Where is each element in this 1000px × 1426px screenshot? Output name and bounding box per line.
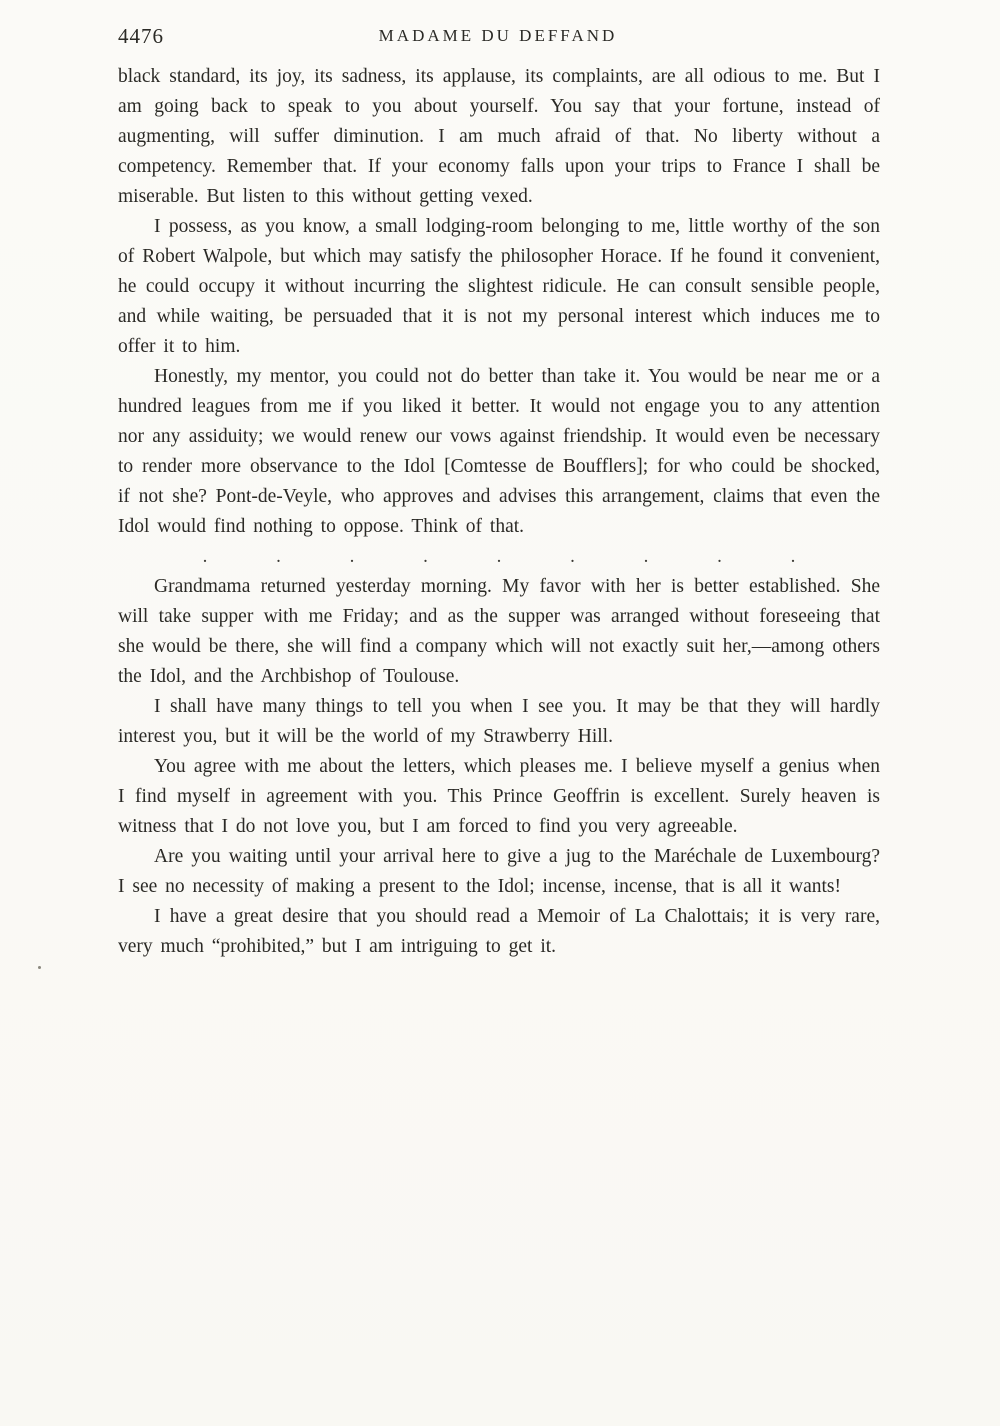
section-separator-dots: . . . . . . . . . (202, 546, 796, 567)
paragraph: Are you waiting until your arrival here to give a jug to the Maréchale de Luxembourg? I see no necessity of making a present to the Idol; incense, incense, that is all it wants! (118, 846, 880, 897)
paragraph: Grandmama returned yesterday morning. My favor with her is better established. She will take supper with me Friday; and as the supper was arranged without foreseeing that she would be there, she will find a company which will not exactly suit her,—among others the Idol, and the Archbishop of Toulouse. (118, 576, 880, 687)
scan-artifact-speck (38, 966, 41, 969)
paragraph: Honestly, my mentor, you could not do better than take it. You would be near me or a hundred leagues from me if you liked it better. It would not engage you to any attention nor any assiduity; we would renew our vows against friendship. It would even be necessary to render more observance to the Idol [Comtesse de Boufflers]; for who could be shocked, if not she? Pont-de-Veyle, who approves and advises this arrangement, claims that even the Idol would find nothing to oppose. Think of that. (118, 366, 880, 537)
paragraph: I shall have many things to tell you when I see you. It may be that they will hardly interest you, but it will be the world of my Strawberry Hill. (118, 696, 880, 747)
page-header (118, 22, 878, 52)
paragraph: I have a great desire that you should read a Memoir of La Chalottais; it is very rare, very much “prohibited,” but I am intriguing to get it. (118, 906, 880, 957)
letter-text-block (118, 62, 880, 962)
paragraph: You agree with me about the letters, which pleases me. I believe myself a genius when I find myself in agreement with you. This Prince Geoffrin is excellent. Surely heaven is witness that I do not love you, but I am forced to find you very agreeable. (118, 756, 880, 837)
page-number: 4476 (118, 24, 164, 48)
paragraph: black standard, its joy, its sadness, its applause, its complaints, are all odious to me. But I am going back to speak to you about yourself. You say that your fortune, instead of augmenting, will suffer diminution. I am much afraid of that. No liberty without a competency. Remember that. If your economy falls upon your trips to France I shall be miserable. But listen to this without getting vexed. (118, 66, 880, 207)
paragraph: I possess, as you know, a small lodging-room belonging to me, little worthy of the son of Robert Walpole, but which may satisfy the philosopher Horace. If he found it convenient, he could occupy it without incurring the slightest ridicule. He can consult sensible people, and while waiting, be persuaded that it is not my personal interest which induces me to offer it to him. (118, 216, 880, 357)
running-header-title: MADAME DU DEFFAND (378, 26, 618, 45)
